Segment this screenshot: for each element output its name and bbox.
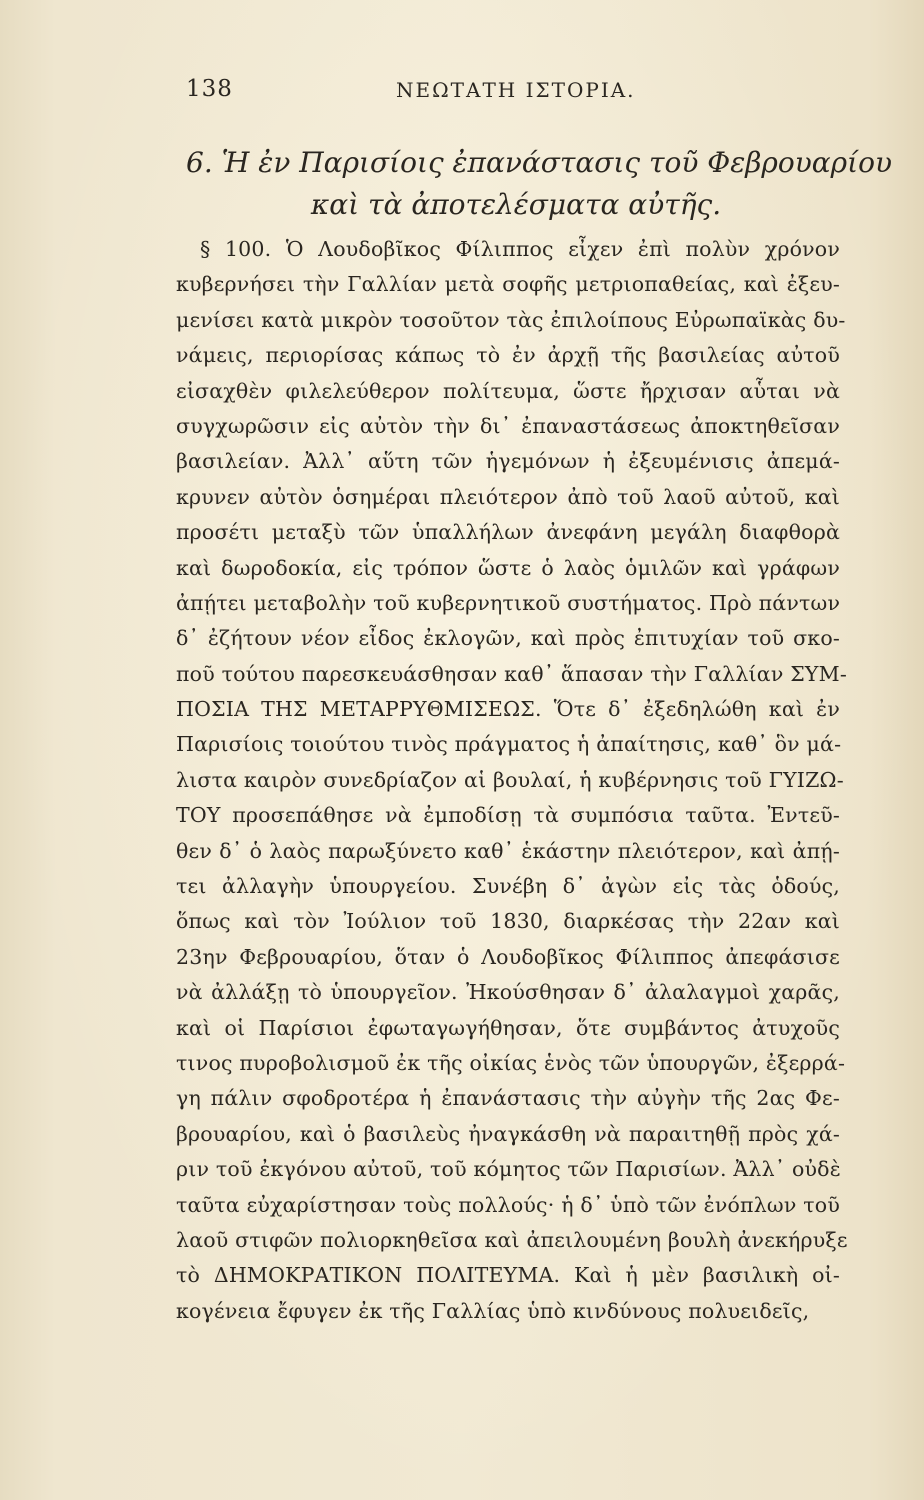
- text-line: 23ην Φεβρουαρίου, ὅταν ὁ Λουδοβῖκος Φίλιππος ἀπεφάσισε: [176, 944, 840, 969]
- text-line: κρυνεν αὐτὸν ὁσημέραι πλειότερον ἀπὸ τοῦ λαοῦ αὐτοῦ, καὶ: [176, 484, 840, 509]
- text-line: κογένεια ἔφυγεν ἐκ τῆς Γαλλίας ὑπὸ κινδύνους πολυειδεῖς,: [176, 1298, 810, 1323]
- text-line: ΠΟΣΙΑ ΤΗΣ ΜΕΤΑΡΡΥΘΜΙΣΕΩΣ. Ὅτε δ᾽ ἐξεδηλώθη καὶ ἐν: [176, 697, 840, 722]
- text-line: τει ἀλλαγὴν ὑπουργείου. Συνέβη δ᾽ ἀγὼν εἰς τὰς ὁδούς,: [176, 874, 840, 899]
- text-line: ΤΟΥ προσεπάθησε νὰ ἐμποδίσῃ τὰ συμπόσια ταῦτα. Ἐντεῦ-: [176, 803, 840, 828]
- text-line: ὅπως καὶ τὸν Ἰούλιον τοῦ 1830, διαρκέσας τὴν 22αν καὶ: [176, 909, 840, 934]
- text-line: προσέτι μεταξὺ τῶν ὑπαλλήλων ἀνεφάνη μεγάλη διαφθορὰ: [176, 520, 840, 545]
- text-line: ριν τοῦ ἐκγόνου αὐτοῦ, τοῦ κόμητος τῶν Παρισίων. Ἀλλ᾽ οὐδὲ: [176, 1157, 841, 1182]
- text-line: τὸ ΔΗΜΟΚΡΑΤΙΚΟΝ ΠΟΛΙΤΕΥΜΑ. Καὶ ἡ μὲν βασιλικὴ οἰ-: [176, 1263, 840, 1288]
- text-line: συγχωρῶσιν εἰς αὐτὸν τὴν δι᾽ ἐπαναστάσεως ἀποκτηθεῖσαν: [176, 413, 840, 438]
- section-heading: [186, 142, 892, 226]
- text-line: νάμεις, περιορίσας κάπως τὸ ἐν ἀρχῇ τῆς βασιλείας αὐτοῦ: [176, 343, 840, 368]
- text-line: λιστα καιρὸν συνεδρίαζον αἱ βουλαί, ἡ κυβέρνησις τοῦ ΓΥΙΖΩ-: [176, 767, 844, 792]
- text-line: λαοῦ στιφῶν πολιορκηθεῖσα καὶ ἀπειλουμένη βουλὴ ἀνεκήρυξε: [176, 1227, 848, 1252]
- text-line: δ᾽ ἐζήτουν νέον εἶδος ἐκλογῶν, καὶ πρὸς ἐπιτυχίαν τοῦ σκο-: [176, 626, 840, 651]
- running-title: ΝΕΩΤΑΤΗ ΙΣΤΟΡΙΑ.: [396, 78, 636, 102]
- text-line: καὶ οἱ Παρίσιοι ἐφωταγωγήθησαν, ὅτε συμβάντος ἀτυχοῦς: [176, 1015, 840, 1040]
- text-line: τινος πυροβολισμοῦ ἐκ τῆς οἰκίας ἑνὸς τῶν ὑπουργῶν, ἐξερρά-: [176, 1050, 846, 1075]
- text-line: μενίσει κατὰ μικρὸν τοσοῦτον τὰς ἐπιλοίπους Εὐρωπαϊκὰς δυ-: [176, 307, 846, 332]
- text-line: ποῦ τούτου παρεσκευάσθησαν καθ᾽ ἅπασαν τὴν Γαλλίαν ΣΥΜ-: [176, 661, 847, 686]
- section-heading-line: 6. Ἡ ἐν Παρισίοις ἐπανάστασις τοῦ Φεβρουαρίου: [186, 146, 892, 179]
- body-paragraph: [176, 232, 848, 1329]
- text-line: Παρισίοις τοιούτου τινὸς πράγματος ἡ ἀπαίτησις, καθ᾽ ὃν μά-: [176, 732, 842, 757]
- text-line: βασιλείαν. Ἀλλ᾽ αὕτη τῶν ἡγεμόνων ἡ ἐξευμένισις ἀπεμά-: [176, 449, 840, 474]
- text-line: βρουαρίου, καὶ ὁ βασιλεὺς ἠναγκάσθη νὰ παραιτηθῇ πρὸς χά-: [176, 1121, 840, 1146]
- text-line: κυβερνήσει τὴν Γαλλίαν μετὰ σοφῆς μετριοπαθείας, καὶ ἐξευ-: [176, 272, 840, 297]
- text-line: § 100. Ὁ Λουδοβῖκος Φίλιππος εἶχεν ἐπὶ πολὺν χρόνον: [200, 237, 840, 261]
- text-line: νὰ ἀλλάξῃ τὸ ὑπουργεῖον. Ἠκούσθησαν δ᾽ ἀλαλαγμοὶ χαρᾶς,: [176, 980, 840, 1005]
- section-heading-line: καὶ τὰ ἀποτελέσματα αὐτῆς.: [310, 188, 722, 221]
- text-line: θεν δ᾽ ὁ λαὸς παρωξύνετο καθ᾽ ἑκάστην πλειότερον, καὶ ἀπῄ-: [176, 838, 840, 863]
- text-line: εἰσαχθὲν φιλελεύθερον πολίτευμα, ὥστε ἤρχισαν αὗται νὰ: [176, 378, 840, 403]
- text-line: ταῦτα εὐχαρίστησαν τοὺς πολλούς· ἡ δ᾽ ὑπὸ τῶν ἐνόπλων τοῦ: [176, 1192, 840, 1217]
- text-line: καὶ δωροδοκία, εἰς τρόπον ὥστε ὁ λαὸς ὁμιλῶν καὶ γράφων: [176, 555, 840, 580]
- text-line: ἀπῄτει μεταβολὴν τοῦ κυβερνητικοῦ συστήματος. Πρὸ πάντων: [176, 590, 841, 615]
- page-number: 138: [186, 76, 233, 102]
- text-line: γη πάλιν σφοδροτέρα ἡ ἐπανάστασις τὴν αὐγὴν τῆς 2ας Φε-: [176, 1086, 840, 1111]
- running-header: [186, 76, 834, 110]
